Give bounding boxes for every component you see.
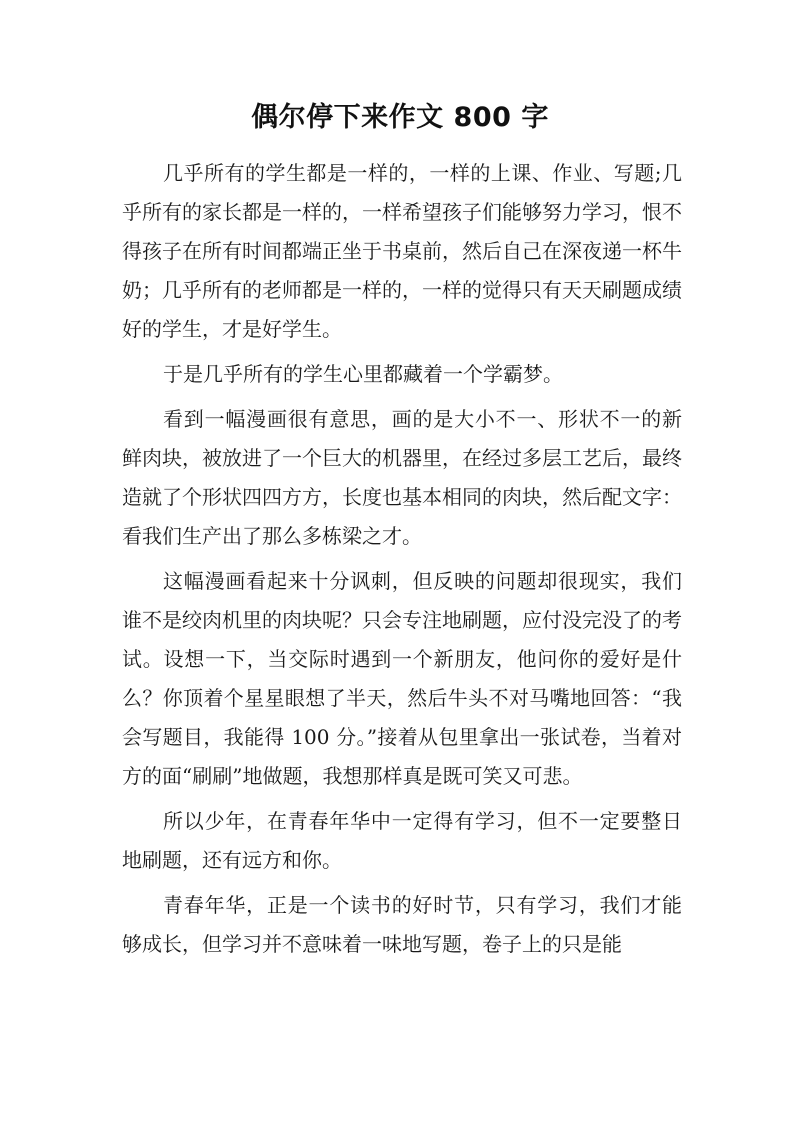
paragraph: 几乎所有的学生都是一样的，一样的上课、作业、写题;几乎所有的家长都是一样的，一样希望孩子们能够努力学习，恨不得孩子在所有时间都端正坐于书桌前，然后自己在深夜递一杯牛奶；几乎所有的老师都是一样的，一样的觉得只有天天刷题成绩好的学生，才是好学生。 — [122, 161, 682, 341]
paragraph: 于是几乎所有的学生心里都藏着一个学霸梦。 — [163, 362, 563, 386]
paragraph: 这幅漫画看起来十分讽刺，但反映的问题却很现实，我们谁不是绞肉机里的肉块呢？只会专注地刷题，应付没完没了的考试。设想一下，当交际时遇到一个新朋友，他问你的爱好是什么？你顶着个星星眼想了半天，然后牛头不对马嘴地回答：“我会写题目，我能得 100 分。”接着从包里拿出一张试卷，当着对方的面“刷刷”地做题，我想那样真是既可笑又可悲。 — [122, 569, 682, 788]
paragraph: 看到一幅漫画很有意思，画的是大小不一、形状不一的新鲜肉块，被放进了一个巨大的机器里，在经过多层工艺后，最终造就了个形状四四方方，长度也基本相同的肉块，然后配文字：看我们生产出了那么多栋梁之才。 — [122, 407, 682, 548]
paragraph: 青春年华，正是一个读书的好时节，只有学习，我们才能够成长，但学习并不意味着一味地写题，卷子上的只是能 — [122, 893, 682, 956]
paragraph: 所以少年，在青春年华中一定得有学习，但不一定要整日地刷题，还有远方和你。 — [122, 809, 682, 872]
page-title: 偶尔停下来作文 800 字 — [251, 102, 549, 133]
article-body — [122, 154, 682, 970]
